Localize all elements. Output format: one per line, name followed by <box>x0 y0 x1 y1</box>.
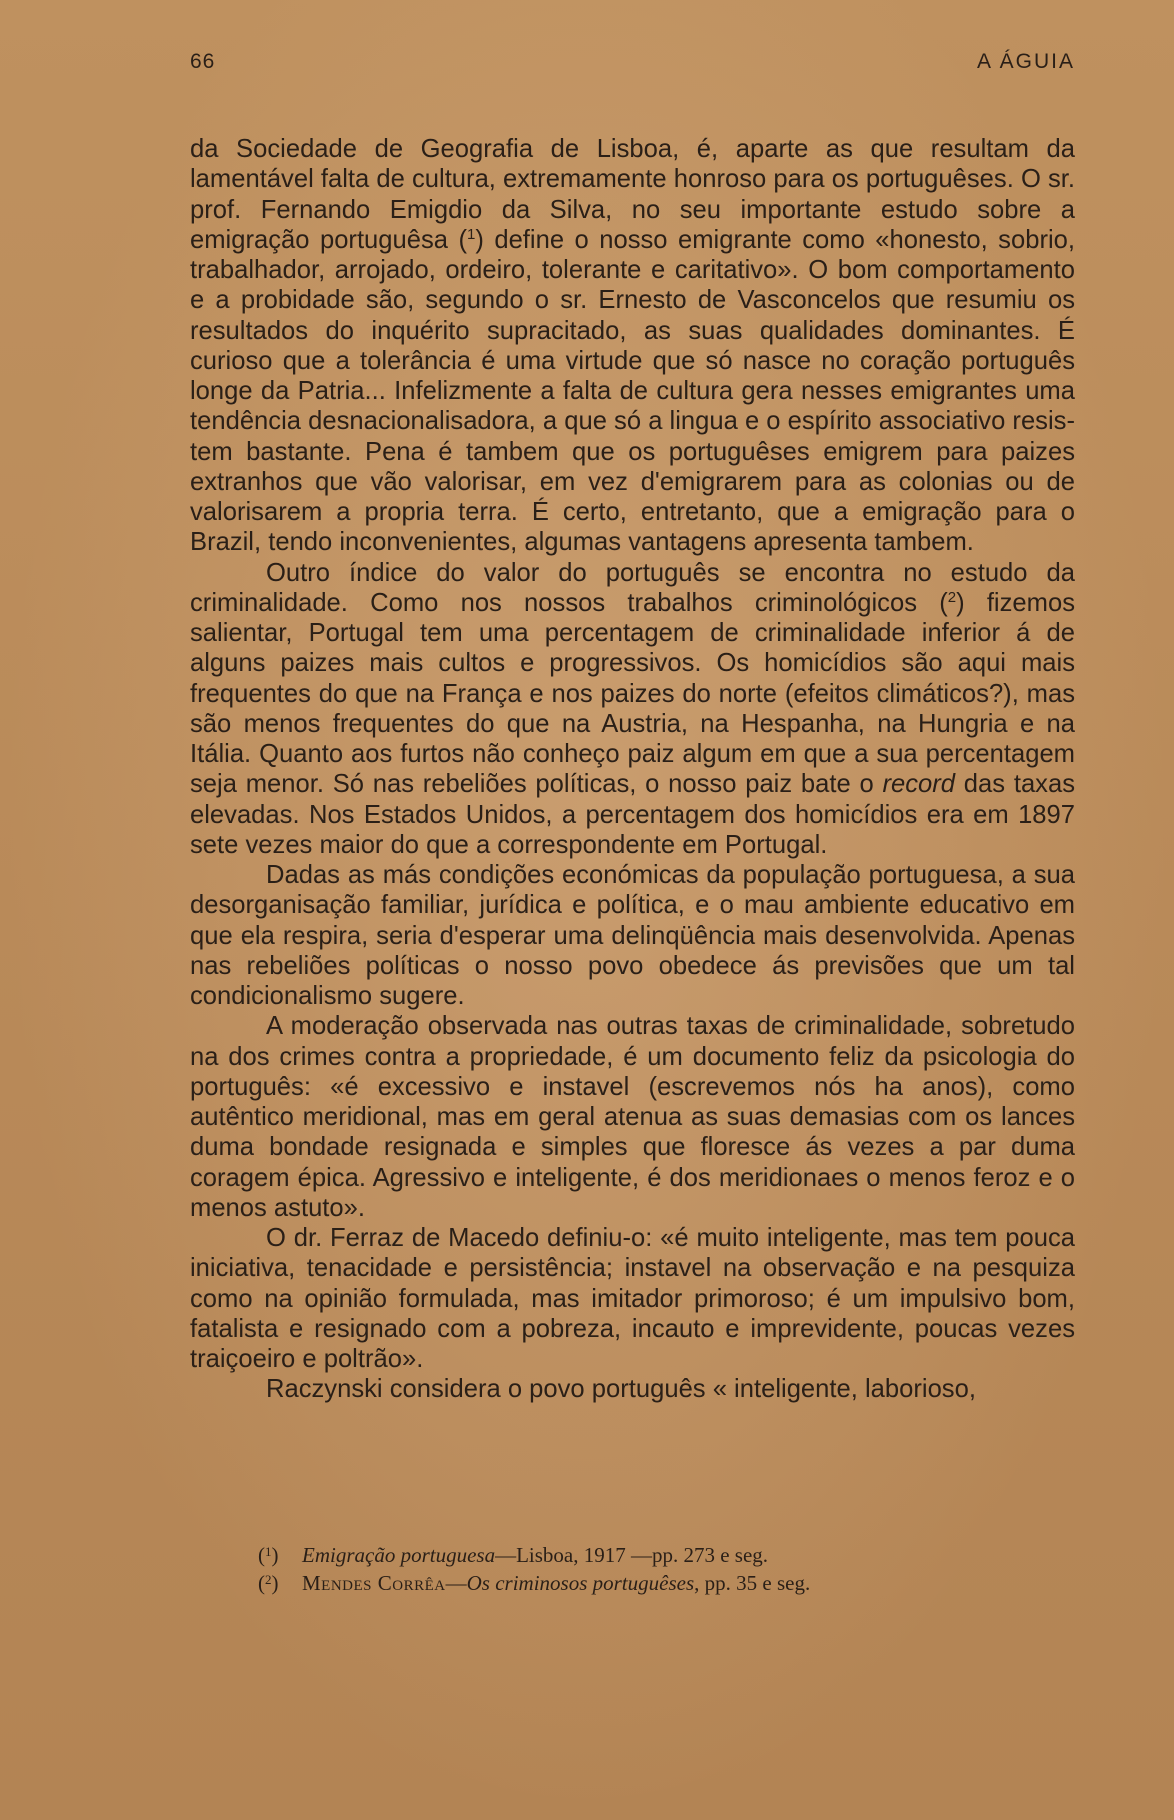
paragraph-3: Dadas as más condições económicas da população portuguesa, a sua desorganisação familiar, jurídica e política, e o mau ambiente educativo em que ela respira, seria d'esperar uma delinqüência mais desenvolvida. Apenas nas rebeliões políticas o nosso povo obedece ás previsões que um tal condicionalismo sugere. <box>190 861 1075 1010</box>
footnote-2-author: Mendes Corrêa <box>302 1571 446 1595</box>
italic-record: record <box>882 770 956 799</box>
paragraph-5: O dr. Ferraz de Macedo definiu-o: «é muito inteligente, mas tem pouca iniciativa, tenacidade e persistência; instavel na observação e na pesquiza como na opinião formulada, mas imitador primoroso; é um impulsivo bom, fatalista e resignado com a pobreza, incauto e imprevidente, poucas vezes traiçoeiro e poltrão». <box>190 1224 1075 1373</box>
paragraph-4: A moderação observada nas outras taxas de criminalidade, sobretudo na dos crimes contra a propriedade, é um documento feliz da psicologia do português: «é excessivo e instavel (escrevemos nós ha anos), como autêntico meridional, mas em geral atenua as suas demasias com os lances duma bondade resignada e simples que floresce ás vezes a par duma coragem épica. Agressivo e inteligente, é dos meridionaes o menos feroz e o menos astuto». <box>190 1012 1075 1222</box>
footnote-ref-2: 2 <box>947 588 957 606</box>
body-text <box>190 134 1075 1405</box>
footnote-1-title: Emigração portuguesa <box>302 1543 496 1567</box>
footnote-2: ($^2$) Mendes Corrêa—Os criminosos portuguêses, pp. 35 e seg. <box>258 1571 811 1595</box>
footnote-ref-1: 1 <box>467 225 476 243</box>
paragraph-1: da Sociedade de Geografia de Lisboa, é, aparte as que resultam da lamentável falta de cultura, extremamente honroso para os portuguêses. O sr. prof. Fernando Emigdio da Silva, no seu importante estudo sobre a emigração portuguêsa ($^1$) define o nosso emigrante como «honesto, sobrio, trabalhador, arrojado, ordeiro, tolerante e caritativo». O bom comportamento e a probidade são, segundo o sr. Ernesto de Vasconcelos que resumiu os resultados do inquérito supracitado, as suas qualidades dominantes. É curioso que a tolerância é uma virtude que só nasce no coração português longe da Patria... Infelizmente a falta de cultura gera nesses emigrantes uma tendência desnacionalisadora, a que só a lingua e o espírito associativo resistem bastante. Pena é tambem que os portuguêses emigrem para paizes extranhos que vão valorisar, em vez d'emigrarem para as colonias ou de valorisarem a propria terra. É certo, entretanto, que a emigração para o Brazil, tendo inconvenientes, algumas vantagens apresenta tambem. <box>190 135 1075 557</box>
paragraph-6: Raczynski considera o povo português « inteligente, laborioso, <box>266 1375 976 1404</box>
journal-title: A ÁGUIA <box>976 50 1075 73</box>
footnotes <box>258 1541 1058 1597</box>
footnote-1: ($^1$) Emigração portuguesa—Lisboa, 1917 —pp. 273 e seg. <box>258 1543 769 1567</box>
page-number: 66 <box>190 50 216 73</box>
paragraph-2: Outro índice do valor do português se encontra no estudo da criminalidade. Como nos nossos trabalhos criminológicos ($^2$) fizemos salientar, Portugal tem uma percentagem de criminalidade inferior á de alguns paizes mais cultos e progressivos. Os homicídios são aqui mais frequentes do que na França e nos paizes do norte (efeitos climáticos?), mas são menos frequentes do que na Austria, na Hespanha, na Hungria e na Itália. Quanto aos furtos não conheço paiz algum em que a sua percentagem seja menor. Só nas rebeliões políticas, o nosso paiz bate o record das taxas elevadas. Nos Estados Unidos, a percentagem dos homicídios era em 1897 sete vezes maior do que a correspondente em Portugal. <box>190 558 1076 859</box>
footnote-2-title: Os criminosos portuguêses <box>466 1571 695 1595</box>
running-head <box>190 50 1075 84</box>
